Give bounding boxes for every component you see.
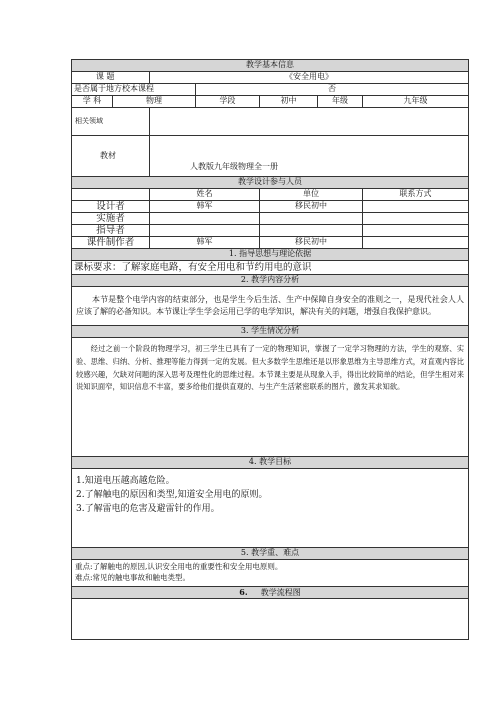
field-label: 相关领域 (72, 108, 150, 136)
courseware-name: 韩军 (150, 237, 260, 249)
role-designer: 设计者 (72, 201, 150, 213)
col-name-header: 姓名 (150, 189, 260, 201)
advisor-contact (363, 225, 469, 237)
designer-unit: 移民初中 (260, 201, 363, 213)
section4-heading: 4. 教学目标 (72, 457, 469, 469)
key-difficult-points (72, 560, 469, 587)
section6-heading (72, 586, 469, 598)
grade-label: 年级 (318, 96, 363, 108)
col-contact-header: 联系方式 (363, 189, 469, 201)
courseware-unit: 移民初中 (260, 237, 363, 249)
section5-heading: 5. 教学重、难点 (72, 548, 469, 560)
material-value: 人教版九年级物理全一册 (150, 136, 469, 177)
objective-item: 3.了解雷电的危害及避雷针的作用。 (76, 503, 220, 514)
local-course-value: 否 (196, 84, 469, 96)
implementer-unit (260, 213, 363, 225)
topic-label: 课 题 (72, 72, 150, 84)
section2-text: 本节是整个电学内容的结束部分，也是学生今后生活、生产中保障自身安全的准则之一，是现代社会人人应该了解的必备知识。本节课让学生学会运用已学的电学知识，解决有关的问题，增强自我保护意识。 (72, 287, 469, 326)
section3-heading: 3. 学生情况分析 (72, 326, 469, 338)
flowchart-area (72, 598, 469, 639)
field-value (150, 108, 469, 136)
stage-label: 学段 (196, 96, 260, 108)
objectives-list (72, 469, 469, 548)
basic-info-heading: 教学基本信息 (72, 60, 469, 72)
implementer-name (150, 213, 260, 225)
section1-text: 课标要求：了解家庭电路，有安全用电和节约用电的意识 (72, 261, 469, 275)
section3-text: 经过之前一个阶段的物理学习，初三学生已具有了一定的物理知识，掌握了一定学习物理的方法，学生的观察、实验、思维、归纳、分析、推理等能力得到一定的发展。但大多数学生思维还是以形象思维为主导思维方式，对直观内容比较感兴趣，欠缺对问题的深入思考及理性化的思维过程。本节课主要是从现象入手，得出比较简单的结论，但学生相对来说知识面窄，知识信息不丰富，要多给他们提供直观的、与生产生活紧密联系的图片，激发其求知欲。 (72, 338, 469, 457)
section6-title: 教学流程图 (260, 587, 301, 597)
objective-item: 2.了解触电的原因和类型,知道安全用电的原则。 (76, 489, 268, 500)
grade-value: 九年级 (363, 96, 469, 108)
key-point: 重点:了解触电的原因,认识安全用电的重要性和安全用电原则。 (75, 562, 283, 571)
role-advisor: 指导者 (72, 225, 150, 237)
participants-heading: 教学设计参与人员 (72, 177, 469, 189)
designer-name: 韩军 (150, 201, 260, 213)
advisor-name (150, 225, 260, 237)
subject-label: 学 科 (72, 96, 113, 108)
section1-heading: 1. 指导思想与理论依据 (72, 249, 469, 261)
subject-value: 物理 (113, 96, 196, 108)
objective-item: 1.知道电压越高越危险。 (76, 476, 175, 486)
courseware-contact (363, 237, 469, 249)
role-courseware-maker: 课件制作者 (72, 237, 150, 249)
material-label: 教材 (72, 136, 150, 177)
difficult-point: 难点:常见的触电事故和触电类型。 (75, 572, 191, 582)
topic-value: 《安全用电》 (150, 72, 469, 84)
section2-heading: 2. 教学内容分析 (72, 275, 469, 287)
advisor-unit (260, 225, 363, 237)
lesson-plan-table (71, 59, 469, 640)
section6-number: 6. (239, 586, 248, 597)
stage-value: 初中 (260, 96, 318, 108)
local-course-label: 是否属于地方校本课程 (72, 84, 196, 96)
role-implementer: 实施者 (72, 213, 150, 225)
implementer-contact (363, 213, 469, 225)
col-unit-header: 单位 (260, 189, 363, 201)
designer-contact (363, 201, 469, 213)
